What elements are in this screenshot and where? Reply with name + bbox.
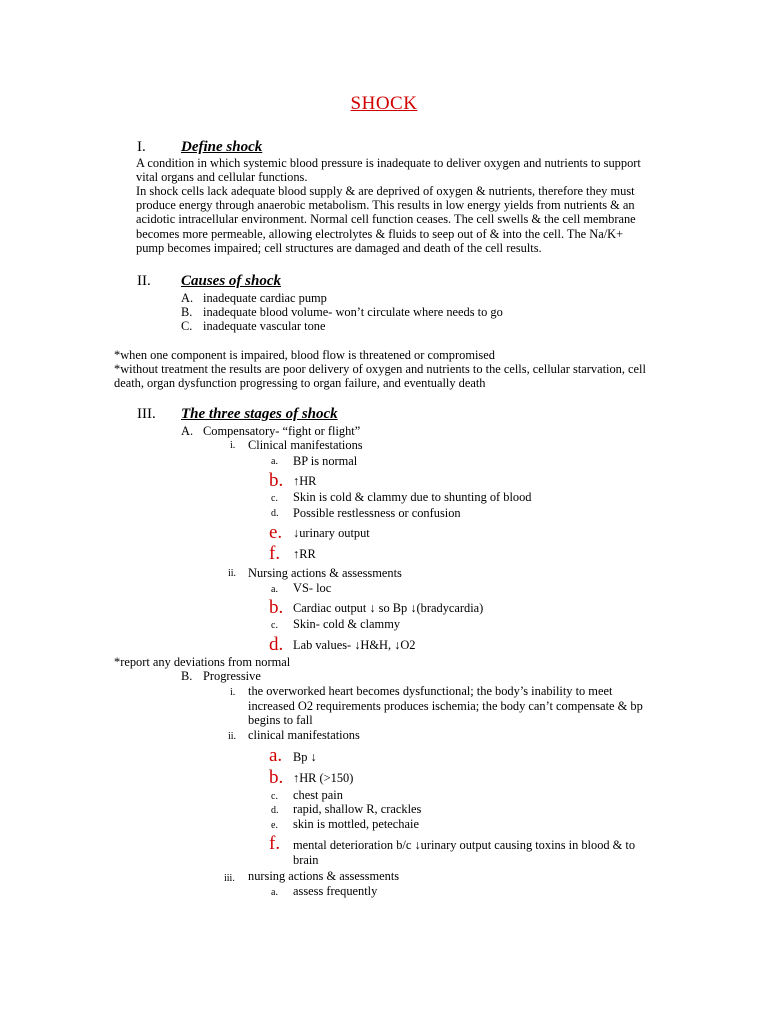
- list-item: Skin is cold & clammy due to shunting of blood: [293, 490, 532, 504]
- list-item: Clinical manifestations: [248, 438, 363, 452]
- section-number: III.: [137, 406, 156, 422]
- paragraph-line: A condition in which systemic blood pressure is inadequate to deliver oxygen and nutrients to support: [136, 156, 641, 170]
- list-marker: b.: [269, 470, 284, 491]
- list-marker: i.: [230, 687, 236, 698]
- list-marker: B.: [181, 305, 193, 319]
- list-marker: e.: [269, 522, 283, 543]
- note-line: *report any deviations from normal: [114, 655, 291, 669]
- list-marker: A.: [181, 291, 194, 305]
- section-number: I.: [137, 139, 146, 155]
- list-item: inadequate cardiac pump: [203, 291, 327, 305]
- list-item: Bp ↓: [293, 750, 317, 764]
- list-marker: b.: [269, 767, 284, 788]
- list-marker: f.: [269, 833, 281, 854]
- list-item: the overworked heart becomes dysfunctional; the body’s inability to meet: [248, 684, 613, 698]
- list-item: VS- loc: [293, 581, 332, 595]
- list-item: nursing actions & assessments: [248, 869, 400, 883]
- list-marker: a.: [271, 456, 278, 467]
- paragraph-line: becomes more permeable, allowing electrolytes & fluids to seep out of & into the cell. The Na/K+: [136, 227, 624, 241]
- list-marker: ii.: [228, 568, 237, 579]
- list-item: brain: [293, 853, 319, 867]
- list-marker: ii.: [228, 731, 237, 742]
- list-item: ↑HR: [293, 474, 317, 488]
- section-heading: The three stages of shock: [181, 406, 338, 422]
- paragraph-line: vital organs and cellular functions.: [136, 170, 308, 184]
- list-marker: f.: [269, 543, 281, 564]
- note-line: *when one component is impaired, blood flow is threatened or compromised: [114, 348, 495, 362]
- list-item: Nursing actions & assessments: [248, 566, 402, 580]
- list-marker: b.: [269, 597, 284, 618]
- paragraph-line: acidotic intracellular environment. Normal cell function ceases. The cell swells & the cell membrane: [136, 212, 636, 226]
- list-item: clinical manifestations: [248, 728, 360, 742]
- list-item: BP is normal: [293, 454, 358, 468]
- list-item: Possible restlessness or confusion: [293, 506, 461, 520]
- list-item: chest pain: [293, 788, 343, 802]
- list-marker: d.: [271, 805, 279, 816]
- list-marker: a.: [269, 745, 283, 766]
- list-item: rapid, shallow R, crackles: [293, 802, 422, 816]
- list-item: skin is mottled, petechaie: [293, 817, 419, 831]
- list-item: ↑RR: [293, 547, 316, 561]
- list-item: begins to fall: [248, 713, 313, 727]
- section-heading: Causes of shock: [181, 273, 282, 289]
- list-marker: d.: [271, 508, 279, 519]
- list-marker: e.: [271, 820, 278, 831]
- list-marker: B.: [181, 669, 193, 683]
- paragraph-line: In shock cells lack adequate blood supply & are deprived of oxygen & nutrients, therefore they must: [136, 184, 635, 198]
- list-marker: c.: [271, 620, 278, 631]
- list-marker: iii.: [224, 873, 235, 884]
- list-item: ↑HR (>150): [293, 771, 354, 785]
- section-number: II.: [137, 273, 151, 289]
- list-item: Skin- cold & clammy: [293, 617, 401, 631]
- list-marker: d.: [269, 634, 284, 655]
- list-marker: c.: [271, 493, 278, 504]
- list-item: Compensatory- “fight or flight”: [203, 424, 361, 438]
- list-item: assess frequently: [293, 884, 378, 898]
- list-item: Cardiac output ↓ so Bp ↓(bradycardia): [293, 601, 484, 615]
- paragraph-line: produce energy through anaerobic metabolism. This results in low energy yields from nutrients & an: [136, 198, 635, 212]
- list-item: ↓urinary output: [293, 526, 370, 540]
- list-item: inadequate vascular tone: [203, 319, 326, 333]
- paragraph-line: pump becomes impaired; cell structures are damaged and death of the cell results.: [136, 241, 542, 255]
- list-item: increased O2 requirements produces ischemia; the body can’t compensate & bp: [248, 699, 643, 713]
- list-marker: a.: [271, 887, 278, 898]
- list-item: Progressive: [203, 669, 261, 683]
- note-line: death, organ dysfunction progressing to organ failure, and eventually death: [114, 376, 486, 390]
- list-marker: i.: [230, 440, 236, 451]
- list-item: mental deterioration b/c ↓urinary output causing toxins in blood & to: [293, 838, 636, 852]
- list-item: Lab values- ↓H&H, ↓O2: [293, 638, 416, 652]
- list-marker: A.: [181, 424, 194, 438]
- section-heading: Define shock: [181, 139, 263, 155]
- list-item: inadequate blood volume- won’t circulate where needs to go: [203, 305, 503, 319]
- list-marker: c.: [271, 791, 278, 802]
- page-title: SHOCK: [350, 93, 418, 114]
- note-line: *without treatment the results are poor delivery of oxygen and nutrients to the cells, cellular starvation, cell: [114, 362, 646, 376]
- list-marker: C.: [181, 319, 193, 333]
- list-marker: a.: [271, 584, 278, 595]
